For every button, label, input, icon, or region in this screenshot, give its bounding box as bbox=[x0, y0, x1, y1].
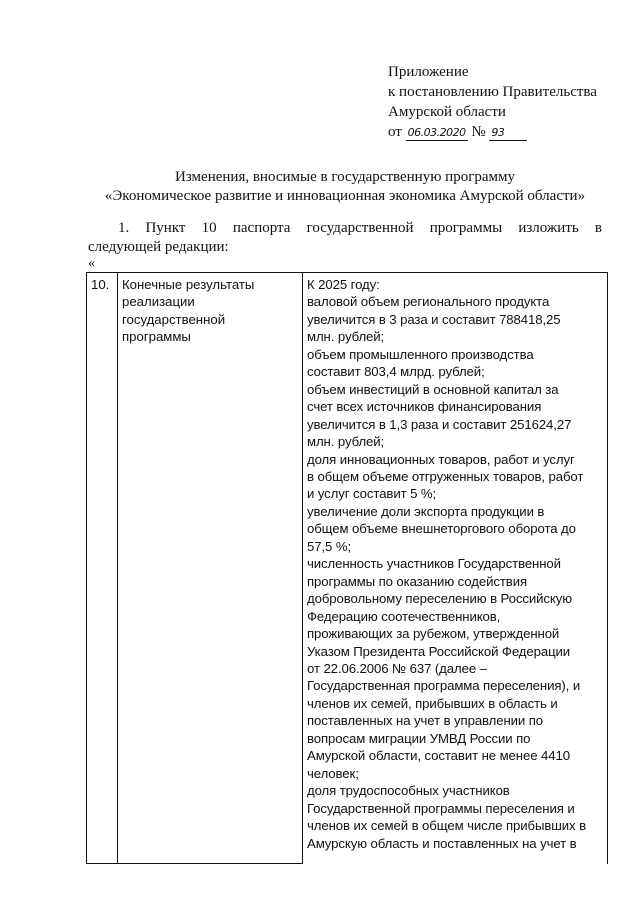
row-content-cell bbox=[303, 273, 608, 864]
name-line: реализации bbox=[122, 294, 195, 310]
document-title bbox=[60, 168, 630, 206]
date-prefix: от bbox=[388, 124, 402, 140]
content-line: увеличение доли экспорта продукции в bbox=[307, 503, 545, 519]
content-line: млн. рублей; bbox=[307, 329, 385, 345]
content-line: проживающих за рубежом, утвержденной bbox=[307, 626, 560, 642]
content-line: Государственная программа переселения), и bbox=[307, 678, 581, 694]
content-line: млн. рублей; bbox=[307, 434, 385, 450]
name-line: государственной bbox=[122, 311, 226, 327]
passport-table bbox=[86, 272, 608, 864]
content-line: членов их семей, прибывших в область и bbox=[307, 695, 558, 711]
content-line: Указом Президента Российской Федерации bbox=[307, 643, 571, 659]
content-line: общем объеме внешнеторгового оборота до bbox=[307, 521, 576, 537]
title-line-1: Изменения, вносимые в государственную программу bbox=[175, 169, 515, 185]
content-line: программы по оказанию содействия bbox=[307, 573, 527, 589]
content-line: Амурской области, составит не менее 4410 bbox=[307, 748, 570, 764]
content-line: объем инвестиций в основной капитал за bbox=[307, 381, 559, 397]
name-line: программы bbox=[122, 329, 191, 345]
title-line-2: «Экономическое развитие и инновационная экономика Амурской области» bbox=[104, 188, 586, 204]
content-line: счет всех источников финансирования bbox=[307, 399, 542, 415]
content-line: добровольному переселению в Российскую bbox=[307, 591, 573, 607]
content-line: составит 803,4 млрд. рублей; bbox=[307, 364, 485, 380]
intro-line-2: следующей редакции: bbox=[88, 239, 229, 255]
name-line: Конечные результаты bbox=[122, 277, 255, 292]
content-line: от 22.06.2006 № 637 (далее – bbox=[307, 660, 487, 676]
content-line: валовой объем регионального продукта bbox=[307, 294, 550, 310]
content-line: Федерацию соотечественников, bbox=[307, 608, 501, 624]
content-line: 57,5 %; bbox=[307, 538, 352, 554]
handwritten-number: 93 bbox=[489, 126, 527, 141]
content-line: доля трудоспособных участников bbox=[307, 783, 510, 799]
content-line: поставленных на учет в управлении по bbox=[307, 713, 544, 729]
content-line: Государственной программы переселения и bbox=[307, 800, 575, 816]
intro-line-1: 1. Пункт 10 паспорта государственной программы изложить в bbox=[118, 220, 602, 236]
row-name-cell bbox=[118, 273, 303, 864]
table-row bbox=[87, 273, 608, 864]
content-line: и услуг составит 5 %; bbox=[307, 486, 437, 502]
appendix-line-1: Приложение bbox=[388, 64, 469, 80]
content-line: Амурскую область и поставленных на учет в bbox=[307, 835, 577, 851]
content-line: К 2025 году: bbox=[307, 277, 380, 292]
content-line: численность участников Государственной bbox=[307, 556, 561, 572]
row-number-cell: 10. bbox=[87, 273, 118, 864]
content-line: доля инновационных товаров, работ и услуг bbox=[307, 451, 575, 467]
content-line: членов их семей в общем числе прибывших в bbox=[307, 818, 587, 834]
content-line: объем промышленного производства bbox=[307, 346, 534, 362]
appendix-line-3: Амурской области bbox=[388, 104, 506, 120]
content-line: вопросам миграции УМВД России по bbox=[307, 730, 531, 746]
content-line: в общем объеме отгруженных товаров, работ bbox=[307, 468, 584, 484]
content-line: увеличится в 3 раза и составит 788418,25 bbox=[307, 311, 561, 327]
appendix-block bbox=[388, 62, 628, 142]
number-sign: № bbox=[471, 124, 486, 140]
content-line: увеличится в 1,3 раза и составит 251624,27 bbox=[307, 416, 572, 432]
appendix-date-line bbox=[388, 122, 628, 142]
open-quote: « bbox=[88, 256, 95, 271]
appendix-line-2: к постановлению Правительства bbox=[388, 84, 597, 100]
handwritten-date: 06.03.2020 bbox=[407, 126, 466, 139]
content-line: человек; bbox=[307, 765, 359, 781]
